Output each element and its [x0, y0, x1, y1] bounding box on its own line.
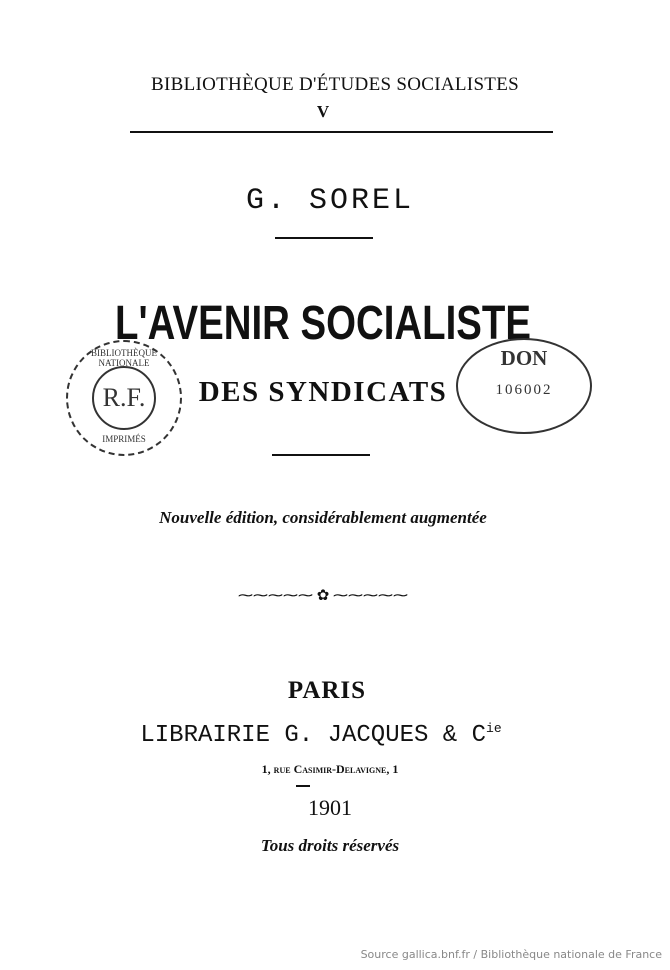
stamp-ring-top: BIBLIOTHÈQUE NATIONALE — [91, 348, 157, 368]
edition-note: Nouvelle édition, considérablement augmentée — [159, 508, 487, 527]
address: 1, rue Casimir-Delavigne, 1 — [261, 762, 399, 776]
donation-stamp — [456, 338, 592, 434]
library-stamp — [66, 340, 182, 456]
title-rule — [272, 454, 370, 456]
stamp-ring-bottom: IMPRIMÉS — [102, 434, 146, 444]
stamp-center: R.F. — [92, 366, 156, 430]
city: PARIS — [287, 677, 367, 704]
publisher — [0, 721, 656, 749]
year-dash — [296, 785, 310, 787]
title-line-1: L'AVENIR SOCIALISTE — [115, 297, 531, 350]
author-rule — [275, 237, 373, 239]
series-title: BIBLIOTHÈQUE D'ÉTUDES SOCIALISTES — [151, 74, 519, 95]
title-line-2: DES SYNDICATS — [198, 376, 448, 408]
header-rule — [130, 131, 553, 133]
donation-number: 106002 — [495, 382, 553, 398]
volume-number: V — [316, 102, 330, 121]
donation-label: DON — [500, 346, 548, 370]
rights-note: Tous droits réservés — [260, 836, 400, 855]
author: G. SOREL — [245, 184, 415, 218]
ornament: ⁓⁓⁓⁓⁓ ✿ ⁓⁓⁓⁓⁓ — [237, 588, 409, 604]
source-credit: Source gallica.bnf.fr / Bibliothèque nationale de France — [360, 948, 662, 961]
publisher-sup: ie — [486, 721, 502, 736]
publisher-name: LIBRAIRIE G. JACQUES & C — [140, 722, 487, 749]
year: 1901 — [308, 795, 352, 820]
